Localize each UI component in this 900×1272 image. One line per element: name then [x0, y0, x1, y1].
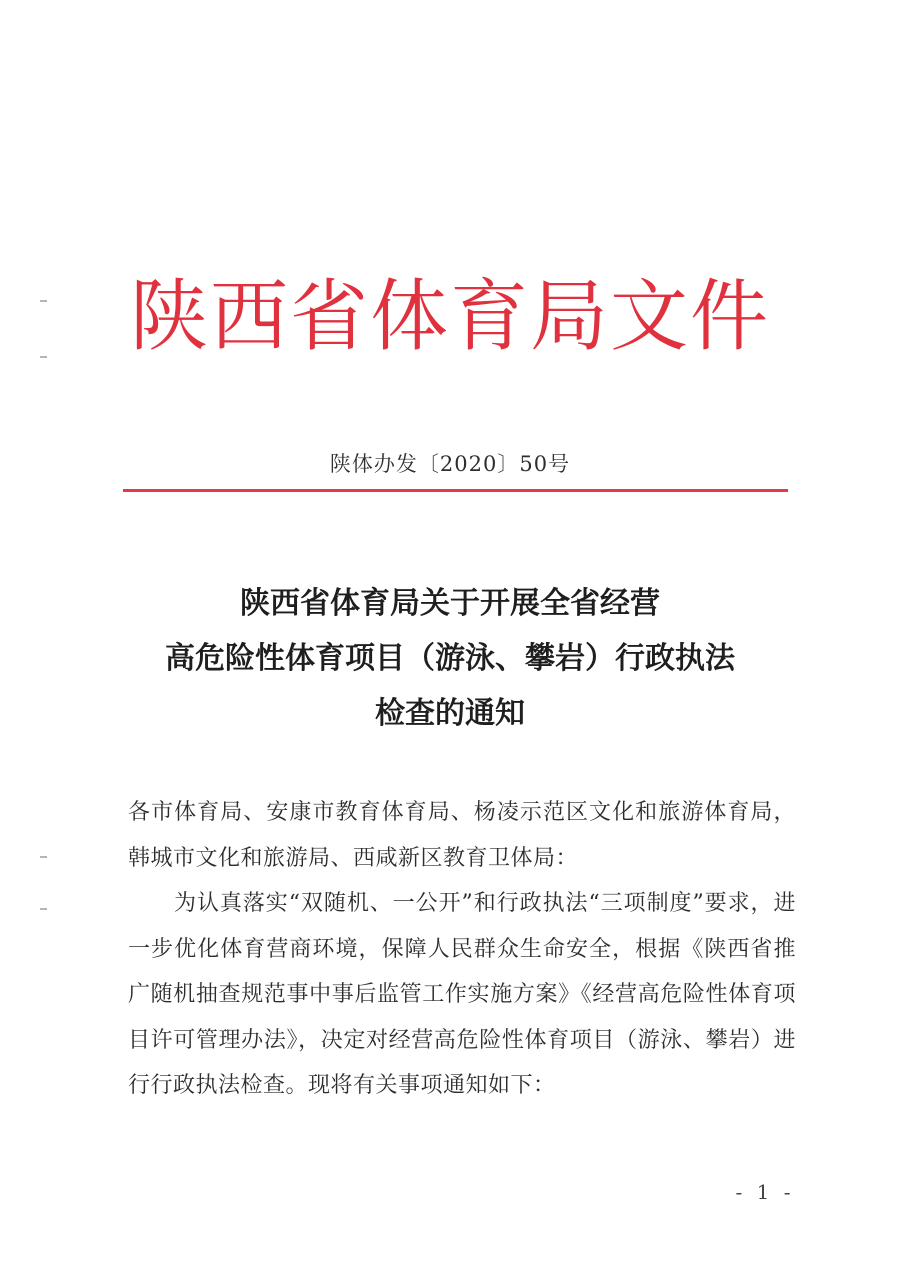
page-number: - 1 -: [735, 1180, 795, 1204]
scan-mark: [40, 856, 47, 858]
body-paragraph: 为认真落实“双随机、一公开”和行政执法“三项制度”要求，进一步优化体育营商环境，保障人民群众生命安全，根据《陕西省推广随机抽查规范事中事后监管工作实施方案》《经营高危险性体育项目许可管理办法》，决定对经营高危险性体育项目（游泳、攀岩）进行行政执法检查。现将有关事项通知如下：: [128, 891, 796, 1098]
scan-mark: [40, 908, 47, 910]
notice-title: [0, 576, 900, 741]
document-header-title: 陕西省体育局文件: [129, 272, 770, 362]
red-divider-line: [123, 489, 788, 492]
document-number: 陕体办发〔2020〕50号: [329, 452, 571, 476]
notice-title-line-3: 检查的通知: [375, 696, 525, 731]
notice-title-line-2: 高危险性体育项目（游泳、攀岩）行政执法: [165, 641, 735, 676]
addressees-paragraph: 各市体育局、安康市教育体育局、杨凌示范区文化和旅游体育局，韩城市文化和旅游局、西咸新区教育卫体局：: [128, 800, 796, 871]
notice-title-line-1: 陕西省体育局关于开展全省经营: [240, 586, 660, 621]
notice-body: [128, 790, 796, 1109]
